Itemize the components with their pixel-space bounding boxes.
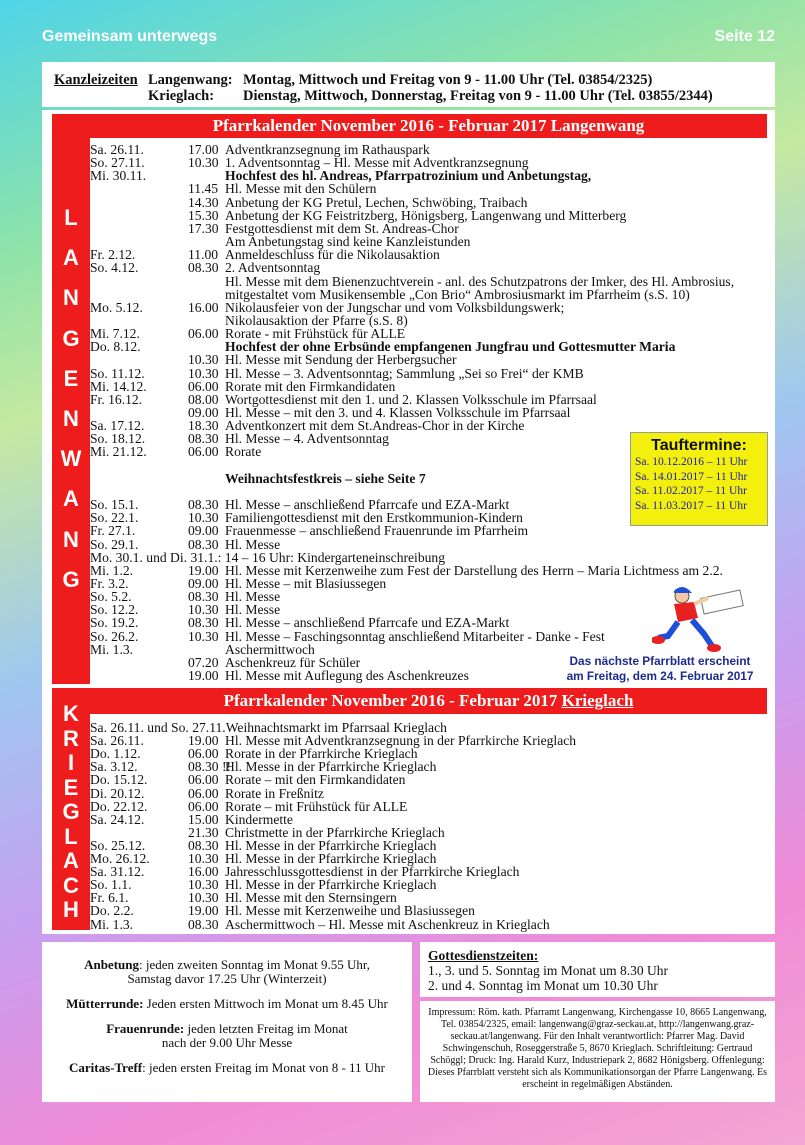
service-times-line: 2. und 4. Sonntag im Monat um 10.30 Uhr [428,978,658,993]
event-date: So. 15.1. [90,497,139,513]
event-text: Christmette in der Pfarrkirche Krieglach [225,824,445,840]
baptism-date: Sa. 10.12.2016 – 11 Uhr [635,456,748,468]
event-text: Hl. Messe mit Kerzenweihe und Blasiussegen [225,903,475,919]
event-date: Do. 22.12. [90,798,148,814]
event-time: 10.30 [188,365,219,381]
event-text: Aschermittwoch – Hl. Messe mit Aschenkreuz in Krieglach [225,916,550,932]
krieglach-title [90,688,767,714]
event-date: Mi. 7.12. [90,326,140,342]
event-text: Hl. Messe in der Pfarrkirche Krieglach [225,851,437,866]
event-text: Frauenmesse – anschließend Frauenrunde im Pfarrheim [225,523,529,539]
event-date: Fr. 2.12. [90,247,136,263]
side-letter: A [63,486,79,512]
event-text: Nikolausaktion der Pfarre (s.S. 8) [225,312,408,328]
event-text: Adventkonzert mit dem St.Andreas-Chor in der Kirche [225,418,525,434]
event-time: 07.20 [188,654,219,670]
event-text: Hl. Messe – anschließend Pfarrcafe und EZA-Markt [225,615,510,631]
event-time: 21.30 [188,824,219,840]
baptism-title: Tauftermine: [651,437,747,454]
krieglach-title-place: Krieglach [561,691,634,710]
event-time: 11.00 [188,247,219,263]
event-text: Festgottesdienst mit dem St. Andreas-Chor [225,220,459,236]
side-letter: C [63,872,79,898]
event-text: Familiengottesdienst mit den Erstkommunion-Kindern [225,510,523,526]
event-text: Hochfest des hl. Andreas, Pfarrpatrozinium und Anbetungstag, [225,168,592,184]
event-date: Mi. 1.3. [90,641,134,657]
frauen-text: jeden letzten Freitag im Monat [184,1021,348,1036]
side-letter: G [62,799,80,824]
event-date: Sa. 17.12. [90,418,145,434]
event-time: 06.00 [188,326,219,342]
side-letter: I [67,750,75,775]
event-time: 06.00 [188,772,219,788]
running-mailman-icon [652,584,748,654]
krieglach-side-bar [52,688,90,930]
side-letter: A [63,848,79,873]
anbetung-label: Anbetung [84,957,139,972]
event-time: 15.00 [188,811,219,827]
event-time: 08.30 [188,589,219,605]
event-text: Rorate – mit den Firmkandidaten [225,772,406,788]
event-date: Sa. 24.12. [90,811,145,827]
event-date: So. 5.2. [90,589,132,605]
side-letter: N [63,406,79,431]
side-letter: N [63,285,79,311]
event-text: 1. Adventsonntag – Hl. Messe mit Adventkranzsegnung [225,155,529,171]
event-date: Sa. 26.11. und So. 27.11.Weihnachtsmarkt im Pfarrsaal Krieglach [90,720,447,735]
event-text: Hl. Messe [225,536,281,552]
event-text: Hl. Messe mit den Sternsingern [225,890,397,906]
event-time: 09.00 [188,405,219,420]
event-text: Hl. Messe – mit den 3. und 4. Klassen Volksschule im Pfarrsaal [225,405,571,420]
event-date: So. 12.2. [90,602,139,618]
event-time: 06.00 [188,798,219,814]
event-date: Mo. 30.1. und Di. 31.1.: 14 – 16 Uhr: Kindergarteneinschreibung [90,549,446,565]
event-time: 08.30 [188,260,219,276]
event-date: Sa. 31.12. [90,864,145,880]
side-letter: L [64,823,78,849]
side-letter: G [62,566,80,592]
event-text: Rorate in der Pfarrkirche Krieglach [225,746,418,762]
side-letter: G [62,325,80,351]
side-letter: L [64,205,78,230]
page-number: Seite 12 [714,28,775,45]
event-text: Rorate – mit Frühstück für ALLE [225,798,408,814]
baptism-dates-box [630,432,768,526]
event-text: Rorate - mit Frühstück für ALLE [225,326,406,342]
office-place: Krieglach: [148,88,215,104]
event-time: 18.30 [188,418,219,434]
event-text: Anmeldeschluss für die Nikolausaktion [225,247,440,263]
event-text: Hl. Messe [225,602,281,618]
event-time: 08.30 !! [188,759,232,775]
caritas-text: : jeden ersten Freitag im Monat von 8 - 11 Uhr [142,1060,386,1075]
event-time: 17.30 [188,220,219,236]
impressum: Impressum: Röm. kath. Pfarramt Langenwang, Kirchengasse 10, 8665 Langenwang, Tel. 03854/2325, email: langenwang@graz-seckau.at, http://langenwang.graz-seckau.at/langenwang. Für den Inhalt verantwortlich: Pfarrer Mag. David Schwingenschuh, Roseggerstraße 5, 8670 Krieglach. Schriftleitung: Gertraud Schöggl; Druck: Ing. Harald Kurz, Industriepark 2, 8682 Hönigsberg. Offenlegung: Dieses Pfarrblatt versteht sich als Kommunikationsorgan der Pfarre Langenwang. Es erscheint in regelmäßigen Abständen. [420,1001,775,1102]
frauen-text2: nach der 9.00 Uhr Messe [161,1035,293,1050]
event-time: 10.30 [188,155,219,171]
event-text: Hl. Messe – anschließend Pfarrcafe und EZA-Markt [225,497,510,513]
event-date: Mi. 14.12. [90,378,147,394]
event-text: Hl. Messe – mit Blasiussegen [225,575,387,591]
next-issue-line: Das nächste Pfarrblatt erscheint [569,654,751,668]
langenwang-title: Pfarrkalender November 2016 - Februar 2017 Langenwang [90,114,767,138]
event-date: Mo. 5.12. [90,299,143,315]
event-date: Fr. 6.1. [90,890,129,906]
event-time: 16.00 [188,864,219,880]
event-time: 08.30 [188,431,219,447]
event-time: 08.30 [188,615,219,631]
event-date: So. 29.1. [90,536,139,552]
next-issue-notice [560,654,760,684]
event-text: 2. Adventsonntag [225,260,321,276]
event-text: Hl. Messe [225,589,281,605]
event-date: So. 4.12. [90,260,139,276]
event-time: 19.00 [188,562,219,578]
event-time: 19.00 [188,668,219,683]
krieglach-title-prefix: Pfarrkalender November 2016 - Februar 2017 [223,691,562,710]
event-time: 09.00 [188,523,219,539]
event-date: Mi. 1.2. [90,562,134,578]
event-time: 19.00 [188,733,219,749]
event-time: 06.00 [188,746,219,762]
event-time: 10.30 [188,851,219,866]
side-letter: R [63,725,79,751]
event-date: Do. 8.12. [90,339,141,355]
event-time: 06.00 [188,785,219,801]
event-time: 15.30 [188,207,219,223]
event-date: So. 18.12. [90,431,146,447]
event-date: Di. 20.12. [90,785,145,801]
event-text: Adventkranzsegnung im Rathauspark [225,142,430,157]
event-text: Am Anbetungstag sind keine Kanzleistunden [225,234,471,250]
langenwang-side-bar [52,114,90,684]
event-date: Fr. 27.1. [90,523,136,539]
frauen-label: Frauenrunde: [106,1021,185,1036]
side-letter: N [63,526,79,552]
event-time: 19.00 [188,903,219,919]
event-text: Hl. Messe mit Auflegung des Aschenkreuzes [225,668,469,683]
event-time: 10.30 [188,877,219,893]
event-time: 06.00 [188,444,219,460]
event-text: Hl. Messe in der Pfarrkirche Krieglach [225,877,437,893]
baptism-date: Sa. 14.01.2017 – 11 Uhr [635,470,748,483]
event-date: Do. 2.2. [90,903,134,919]
event-text: Hl. Messe mit Sendung der Herbergsucher [225,352,457,368]
event-time: 14.30 [188,194,219,210]
event-date: Mi. 30.11. [90,168,147,184]
event-time: 08.30 [188,536,219,552]
side-letter: W [60,446,82,472]
event-time: 06.00 [188,378,219,394]
event-time: 09.00 [188,575,219,591]
event-text: Hl. Messe – 3. Adventsonntag; Sammlung „Sei so Frei“ der KMB [225,365,584,381]
event-date: Mi. 1.3. [90,916,134,932]
event-date: So. 11.12. [90,365,145,381]
event-text: Aschenkreuz für Schüler [225,654,361,670]
event-text: Nikolausfeier von der Jungschar und vom Volksbildungswerk; [225,299,565,315]
event-date: Sa. 26.11. [90,733,144,749]
event-date: Do. 1.12. [90,746,141,762]
event-date: So. 1.1. [90,877,132,893]
event-time: 16.00 [188,299,219,315]
service-times-panel [420,942,775,997]
event-text: Aschermittwoch [225,641,315,657]
event-date: So. 25.12. [90,837,146,853]
office-hours-text: Dienstag, Mittwoch, Donnerstag, Freitag von 9 - 11.00 Uhr (Tel. 03855/2344) [243,88,713,104]
muetter-label: Mütterrunde: [66,996,144,1011]
event-date: So. 26.2. [90,628,139,644]
event-time: 08.30 [188,916,219,932]
event-time: 10.30 [188,890,219,906]
event-date: Sa. 26.11. [90,142,144,157]
event-date: Fr. 3.2. [90,575,129,591]
event-text: Hl. Messe mit Kerzenweihe zum Fest der Darstellung des Herrn – Maria Lichtmess am 2.2. [225,562,723,578]
event-date: So. 27.11. [90,155,145,171]
event-text: Wortgottesdienst mit den 1. und 2. Klassen Volksschule im Pfarrsaal [225,391,597,407]
baptism-date: Sa. 11.03.2017 – 11 Uhr [635,499,747,512]
event-text: Hl. Messe mit dem Bienenzuchtverein - anl. des Schutzpatrons der Imker, des Hl. Ambrosius, [225,273,735,289]
side-letter: A [63,245,79,271]
office-hours [42,62,775,107]
event-time: 10.30 [188,510,219,526]
event-time: 10.30 [188,352,219,368]
office-place: Langenwang: [148,72,233,88]
office-hours-text: Montag, Mittwoch und Freitag von 9 - 11.00 Uhr (Tel. 03854/2325) [243,72,653,88]
caritas-label: Caritas-Treff [68,1060,143,1075]
event-text: Hl. Messe mit Adventkranzsegnung in der Pfarrkirche Krieglach [225,733,577,749]
event-text: Rorate mit den Firmkandidaten [225,378,396,394]
service-times-line: 1., 3. und 5. Sonntag im Monat um 8.30 Uhr [428,963,668,978]
event-date: Sa. 3.12. [90,759,138,775]
event-text: Hochfest der ohne Erbsünde empfangenen Jungfrau und Gottesmutter Maria [225,339,676,355]
event-time: 11.45 [188,181,219,197]
event-text: Rorate in Freßnitz [225,785,324,801]
event-date: Mo. 26.12. [90,851,150,866]
event-time: 08.00 [188,391,219,407]
event-text: Anbetung der KG Pretul, Lechen, Schwöbing, Traibach [225,194,528,210]
event-text: Kindermette [225,811,293,827]
next-issue-line: am Freitag, dem 24. Februar 2017 [566,669,754,683]
event-date: Mi. 21.12. [90,444,147,460]
event-date: So. 19.2. [90,615,139,631]
event-date: Do. 15.12. [90,772,148,788]
event-time: 10.30 [188,602,219,618]
group-meetings-panel [42,942,412,1102]
event-text: Weihnachtsfestkreis – siehe Seite 7 [225,470,426,486]
event-text: Anbetung der KG Feistritzberg, Hönigsberg, Langenwang und Mitterberg [225,207,627,223]
anbetung-text2: Samstag davor 17.25 Uhr (Winterzeit) [127,971,327,986]
office-hours-label: Kanzleizeiten [54,72,138,88]
header-title: Gemeinsam unterwegs [42,28,218,45]
event-time: 17.00 [188,142,219,157]
event-time: 10.30 [188,628,219,644]
side-letter: E [63,365,79,391]
event-text: Hl. Messe mit den Schülern [225,181,377,197]
event-text: Hl. Messe in der Pfarrkirche Krieglach [225,837,437,853]
event-text: Hl. Messe – Faschingsonntag anschließend Mitarbeiter - Danke - Fest [225,628,605,644]
event-text: Hl. Messe in der Pfarrkirche Krieglach [225,759,437,775]
event-text: Hl. Messe – 4. Adventsonntag [225,431,389,447]
event-time: 08.30 [188,497,219,513]
side-letter: K [63,701,79,726]
side-letter: H [63,897,79,922]
anbetung-text: : jeden zweiten Sonntag im Monat 9.55 Uhr, [139,957,370,972]
event-text: mitgestaltet vom Musikensemble „Con Brio“ Ambrosiusmarkt im Pfarrheim (s.S. 10) [225,286,690,302]
event-text: Jahresschlussgottesdienst in der Pfarrkirche Krieglach [225,864,520,880]
side-letter: E [63,774,79,800]
event-date: So. 22.1. [90,510,139,526]
muetter-text: Jeden ersten Mittwoch im Monat um 8.45 Uhr [143,996,388,1011]
event-date: Fr. 16.12. [90,391,143,407]
baptism-date: Sa. 11.02.2017 – 11 Uhr [635,485,747,497]
event-text: Rorate [225,444,262,460]
service-times-title: Gottesdienstzeiten: [428,948,539,963]
event-time: 08.30 [188,837,219,853]
